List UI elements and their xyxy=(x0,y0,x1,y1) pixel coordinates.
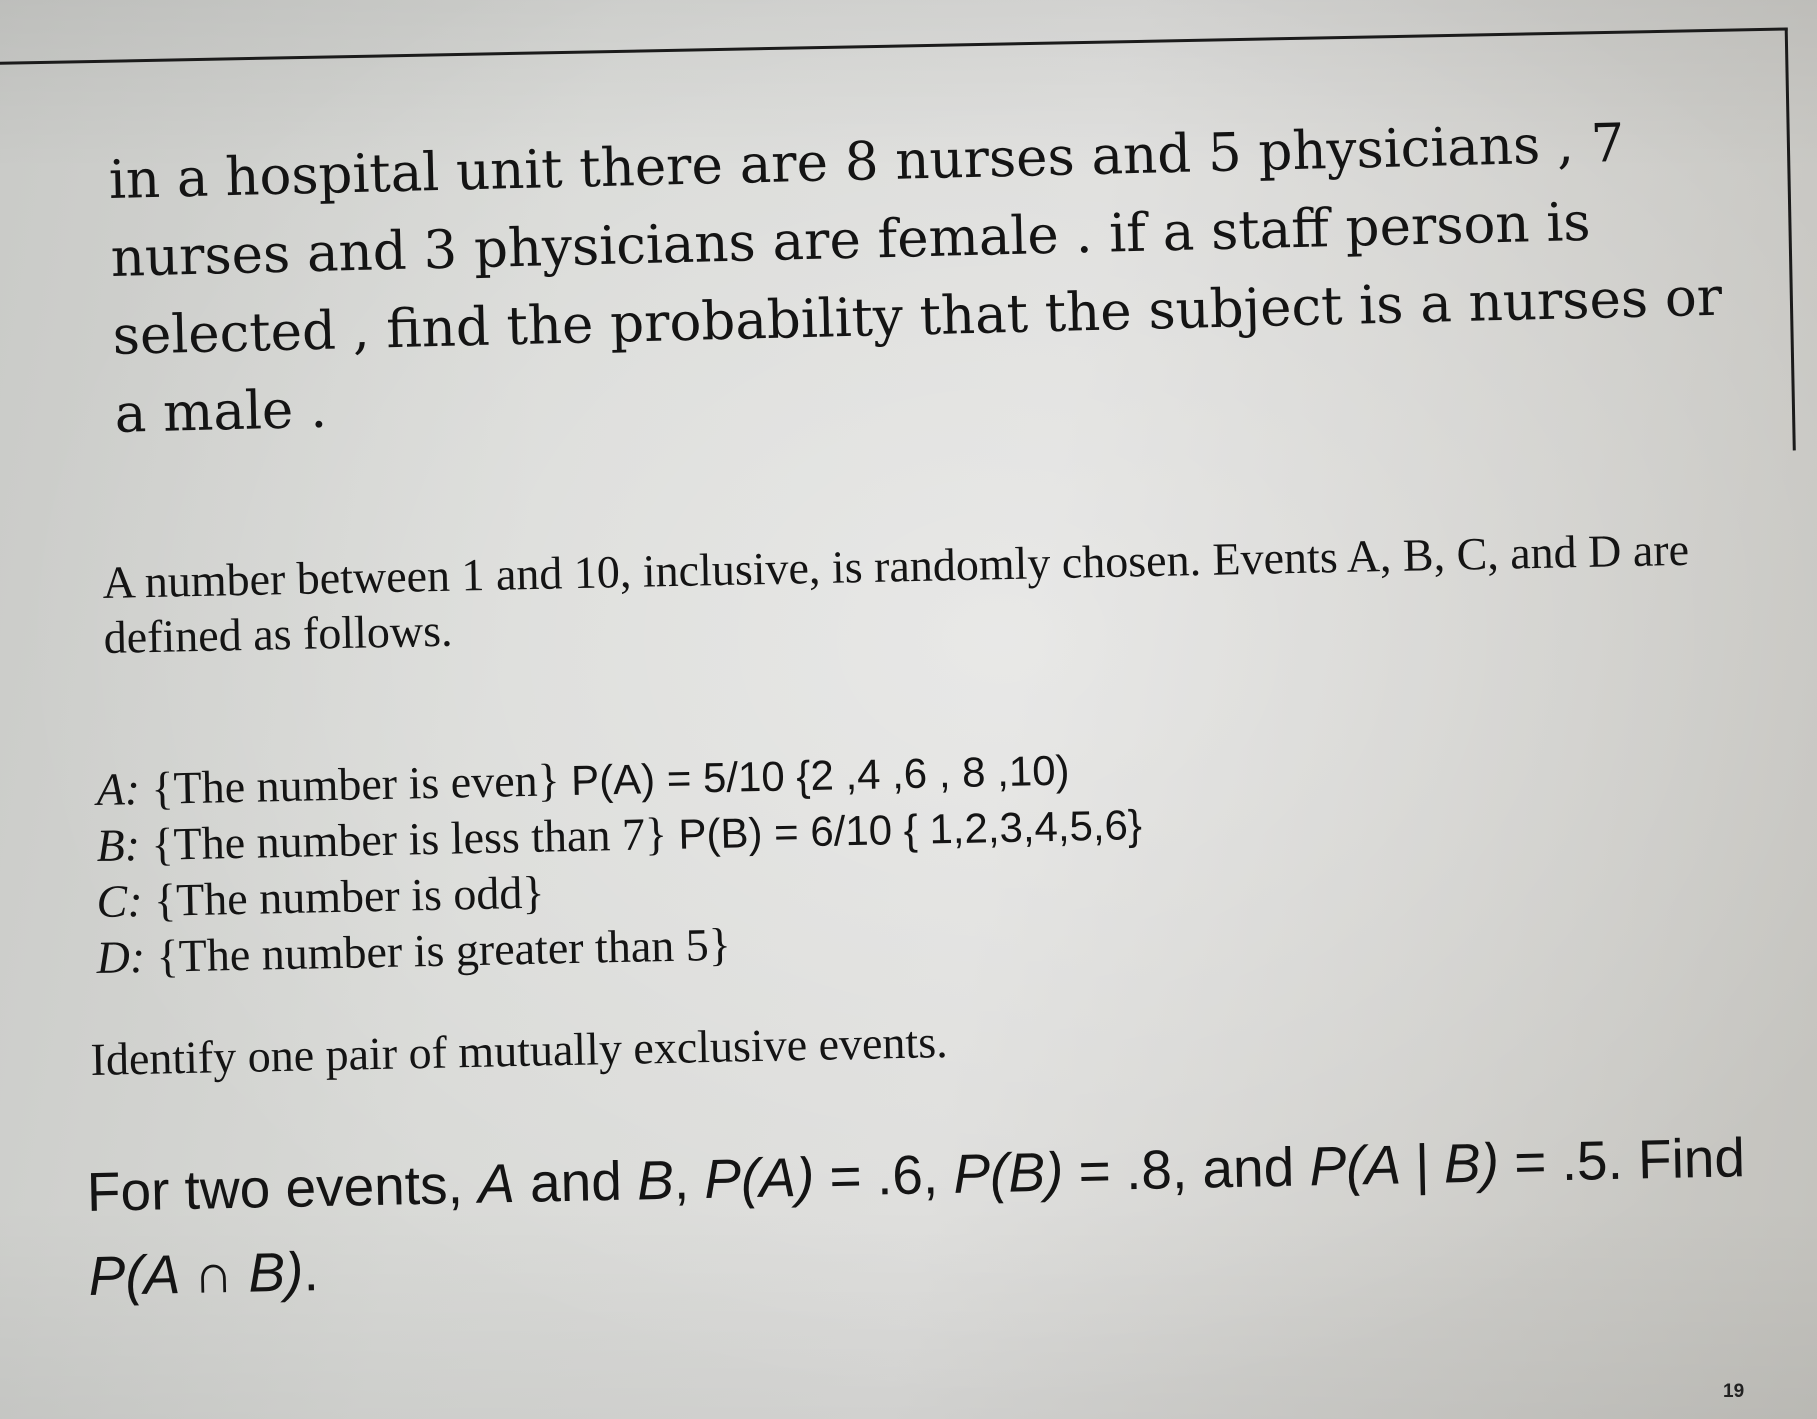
event-b-letter: B: xyxy=(96,819,141,871)
q4-event-a: A xyxy=(477,1152,516,1215)
event-b-description: {The number is less than 7} xyxy=(150,808,668,870)
event-d-description: {The number is greater than 5} xyxy=(156,918,732,982)
hospital-probability-question: in a hospital unit there are 8 nurses and 5 physicians , 7 nurses and 3 physicians are female . if a staff person is selected , find the probability that the subject is a nurses or a male . xyxy=(108,112,1723,445)
conditional-probability-question xyxy=(86,1114,1789,1318)
q4-text-1: For two events, xyxy=(86,1152,479,1223)
q4-text-3: , xyxy=(673,1148,705,1211)
q4-pab: P(A | B) xyxy=(1308,1131,1500,1198)
event-a-description: {The number is even} xyxy=(150,754,561,814)
event-a-letter: A: xyxy=(96,763,141,815)
q4-pb: P(B) xyxy=(952,1140,1064,1205)
event-c-letter: C: xyxy=(96,875,144,927)
event-a-note: P(A) = 5/10 {2 ,4 ,6 , 8 ,10) xyxy=(570,746,1070,805)
events-intro: A number between 1 and 10, inclusive, is randomly chosen. Events A, B, C, and D are defined as follows. xyxy=(102,523,1690,663)
mutually-exclusive-question: Identify one pair of mutually exclusive events. xyxy=(90,1016,949,1085)
event-b-note: P(B) = 6/10 { 1,2,3,4,5,6} xyxy=(677,801,1143,858)
q4-text-5: = .8, and xyxy=(1062,1135,1311,1203)
q4-text-2: and xyxy=(514,1149,638,1215)
q4-event-b: B xyxy=(636,1148,675,1212)
event-c-description: {The number is odd} xyxy=(153,866,545,926)
q4-text-6: = .5. Find xyxy=(1498,1126,1746,1194)
q4-pa: P(A) xyxy=(703,1145,815,1211)
page-number: 19 xyxy=(1723,1381,1745,1402)
event-c-line xyxy=(96,865,545,929)
q4-text-4: = .6, xyxy=(813,1142,954,1208)
event-d-letter: D: xyxy=(96,930,146,983)
q4-pint: P(A ∩ B) xyxy=(87,1240,304,1307)
q4-text-7: . xyxy=(302,1240,320,1303)
